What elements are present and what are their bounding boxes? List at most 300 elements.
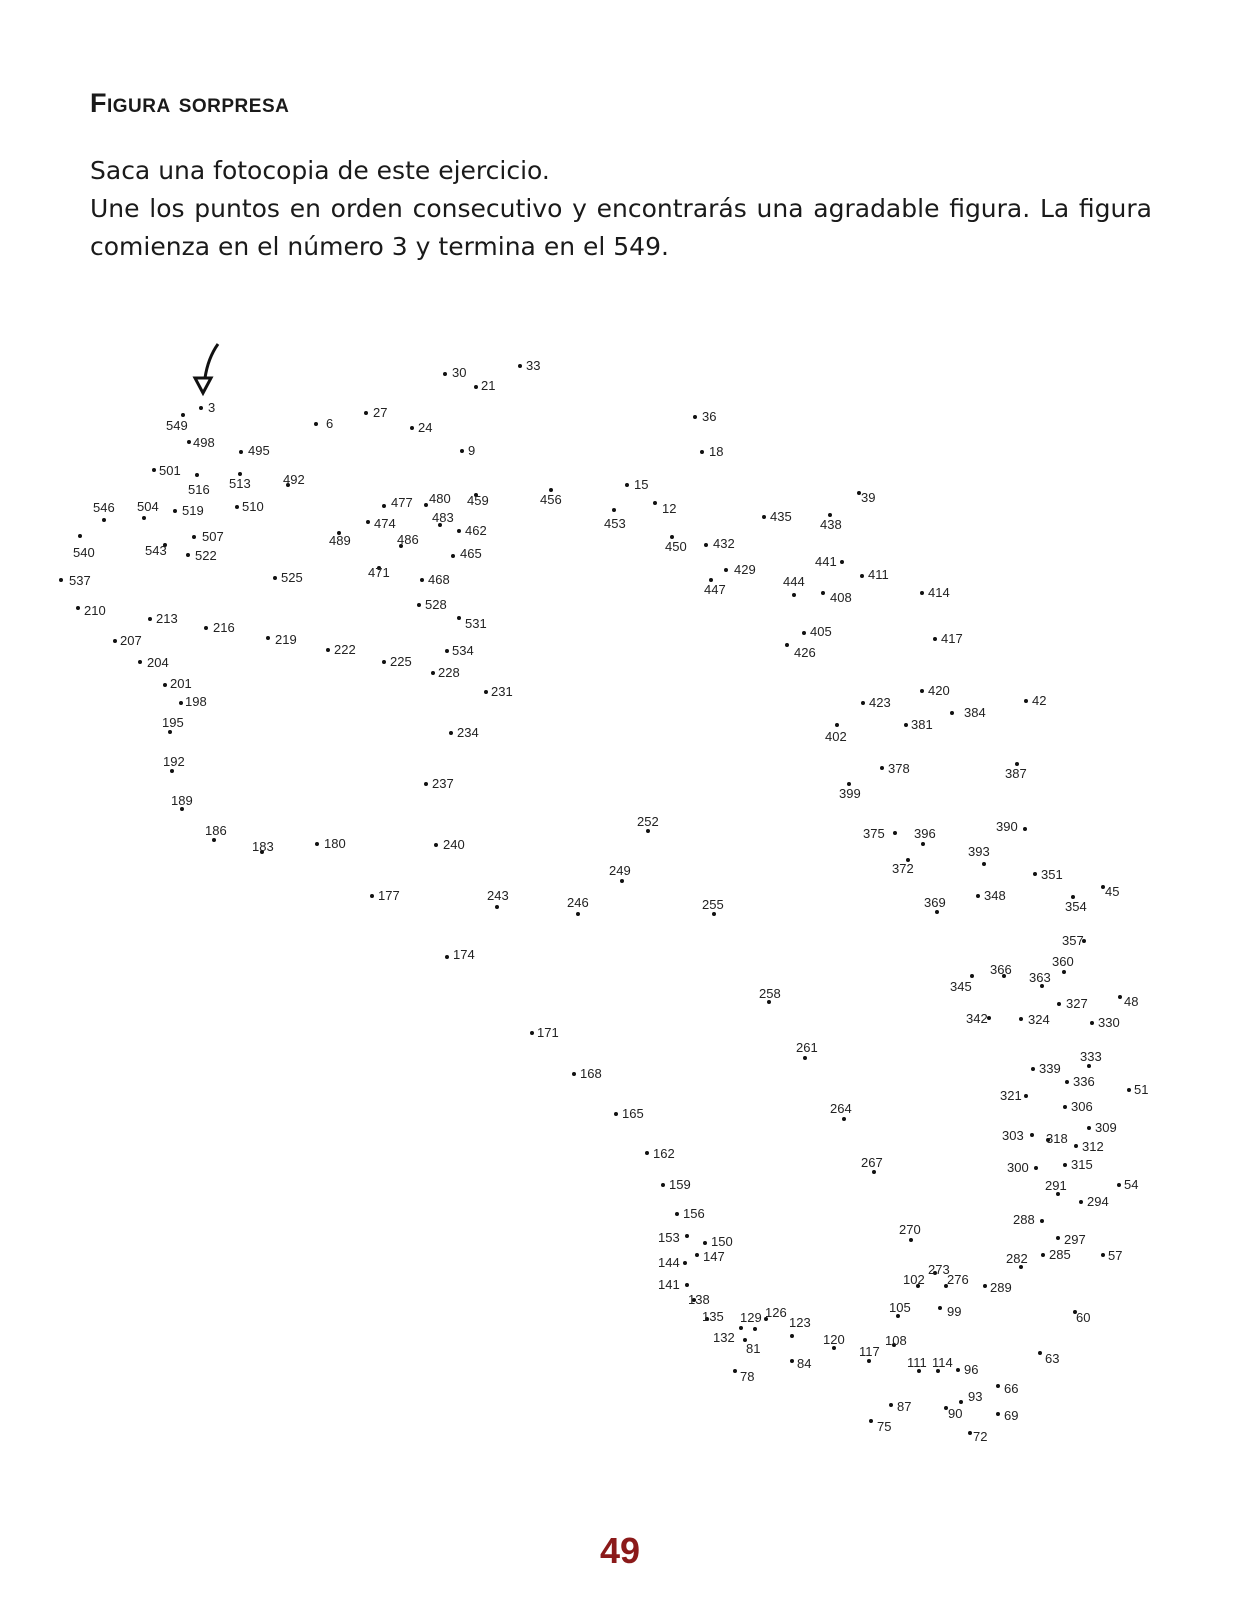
dot-point [712,912,716,916]
dot-point [1024,699,1028,703]
dot-510 [235,499,264,514]
dot-number-label: 162 [653,1146,675,1161]
dot-point [572,1072,576,1076]
dot-534 [445,643,474,658]
dot-point [1038,1351,1042,1355]
dot-number-label: 384 [964,705,986,720]
dot-number-label: 204 [147,655,169,670]
dot-number-label: 432 [713,536,735,551]
dot-point [733,1369,737,1373]
dot-number-label: 282 [1006,1251,1028,1266]
dot-point [420,578,424,582]
dot-point [893,831,897,835]
dot-number-label: 207 [120,633,142,648]
dot-point [445,955,449,959]
dot-189 [171,793,193,811]
dot-number-label: 327 [1066,996,1088,1011]
dot-57 [1101,1248,1122,1263]
dot-point [410,426,414,430]
dot-point [1090,1021,1094,1025]
dot-number-label: 540 [73,545,95,560]
dot-number-label: 387 [1005,766,1027,781]
dot-point [199,406,203,410]
dot-point [382,660,386,664]
dot-195 [162,715,184,734]
dot-number-label: 177 [378,888,400,903]
dot-207 [113,633,142,648]
dot-number-label: 249 [609,863,631,878]
dot-point [1065,1080,1069,1084]
dot-216 [204,620,235,635]
dot-point [835,723,839,727]
dot-171 [530,1025,559,1040]
dot-point [889,1403,893,1407]
dot-435 [762,509,792,524]
dot-point [424,782,428,786]
instruction-line-2: Une los puntos en orden consecutivo y encontrarás una agradable figura. La figura comienza en el número 3 y termina en el 549. [90,194,1152,261]
dot-number-label: 309 [1095,1120,1117,1135]
dot-495 [239,443,270,458]
dot-number-label: 144 [658,1255,680,1270]
dot-number-label: 549 [166,418,188,433]
dot-point [314,422,318,426]
dot-number-label: 289 [990,1280,1012,1295]
dot-201 [163,676,192,691]
dot-354 [1065,895,1087,914]
dot-number-label: 483 [432,510,454,525]
dot-150 [703,1234,733,1249]
dot-number-label: 453 [604,516,626,531]
dot-point [212,838,216,842]
dot-number-label: 336 [1073,1074,1095,1089]
dot-number-label: 465 [460,546,482,561]
dot-33 [518,358,540,373]
dot-number-label: 180 [324,836,346,851]
dot-438 [820,513,842,532]
dot-414 [920,585,950,600]
dot-point [417,603,421,607]
dot-number-label: 396 [914,826,936,841]
dot-point [195,473,199,477]
dot-number-label: 348 [984,888,1006,903]
dot-336 [1065,1074,1095,1089]
dot-point [790,1334,794,1338]
dot-number-label: 231 [491,684,513,699]
dot-number-label: 306 [1071,1099,1093,1114]
dot-282 [1006,1251,1028,1269]
dot-number-label: 141 [658,1277,680,1292]
dot-81 [743,1338,760,1356]
dot-point [1024,1094,1028,1098]
dot-point [173,509,177,513]
dot-point [1030,1133,1034,1137]
dot-549 [166,413,188,433]
dot-number-label: 81 [746,1341,761,1356]
dot-number-label: 117 [859,1344,880,1359]
dot-522 [186,548,217,563]
dot-486 [397,532,419,548]
dot-number-label: 543 [145,543,167,558]
dot-number-label: 423 [869,695,891,710]
dot-number-label: 378 [888,761,910,776]
dot-number-label: 486 [397,532,419,547]
dot-number-label: 375 [863,826,885,841]
dot-number-label: 345 [950,979,972,994]
dot-240 [434,837,465,852]
dot-105 [889,1300,911,1318]
dot-number-label: 264 [830,1101,852,1116]
dot-point [968,1431,972,1435]
dot-number-label: 504 [137,499,159,514]
dot-number-label: 6 [326,416,334,431]
dot-405 [802,624,832,639]
page-number: 49 [599,1530,641,1571]
dot-507 [192,529,224,544]
dot-51 [1127,1082,1148,1097]
dot-point [576,912,580,916]
dot-point [1118,995,1122,999]
dot-point [625,483,629,487]
dot-36 [693,409,716,424]
dot-number-label: 372 [892,861,914,876]
dot-192 [163,754,185,773]
dot-number-label: 402 [825,729,847,744]
dot-number-label: 312 [1082,1139,1104,1154]
dot-number-label: 102 [903,1272,925,1287]
dot-number-label: 477 [391,495,413,510]
dot-number-label: 462 [465,523,487,538]
dot-number-label: 189 [171,793,193,808]
dot-point [1031,1067,1035,1071]
dot-408 [821,590,852,605]
dot-point [181,413,185,417]
dot-number-label: 324 [1028,1012,1050,1027]
dot-point [803,1056,807,1060]
dot-number-label: 147 [703,1249,725,1264]
dot-number-label: 297 [1064,1232,1086,1247]
dot-number-label: 525 [281,570,303,585]
dot-number-label: 474 [374,516,396,531]
dot-153 [658,1230,689,1245]
dot-516 [188,473,210,497]
dot-number-label: 300 [1007,1160,1029,1175]
dot-264 [830,1101,852,1121]
dot-324 [1019,1012,1050,1027]
dot-90 [944,1406,962,1421]
dot-point [950,711,954,715]
dot-276 [944,1272,969,1288]
dot-point [235,505,239,509]
dot-number-label: 21 [481,378,496,393]
dot-75 [869,1419,891,1434]
dot-429 [724,562,756,577]
dot-point [187,440,191,444]
dot-point [366,520,370,524]
dot-number-label: 537 [69,573,91,588]
dot-162 [645,1146,675,1161]
dot-66 [996,1381,1018,1396]
dot-number-label: 57 [1108,1248,1123,1263]
dot-point [1101,1253,1105,1257]
dot-point [1034,1166,1038,1170]
dot-180 [315,836,346,851]
dot-number-label: 330 [1098,1015,1120,1030]
dots-layer [59,358,1148,1444]
dot-21 [474,378,495,393]
dot-point [938,1306,942,1310]
dot-number-label: 252 [637,814,659,829]
dot-point [872,1170,876,1174]
dot-225 [382,654,412,669]
dot-number-label: 258 [759,986,781,1001]
dot-18 [700,444,723,459]
dot-point [273,576,277,580]
dot-point [457,616,461,620]
dot-360 [1052,954,1074,974]
dot-point [370,894,374,898]
dot-number-label: 114 [932,1355,953,1370]
dot-number-label: 276 [947,1272,969,1287]
dot-339 [1031,1061,1061,1076]
dot-point [880,766,884,770]
dot-point [695,1253,699,1257]
dot-point [266,636,270,640]
dot-261 [796,1040,818,1060]
dot-number-label: 153 [658,1230,680,1245]
dot-123 [789,1315,811,1338]
dot-420 [920,683,950,698]
dot-number-label: 321 [1000,1088,1022,1103]
dot-number-label: 93 [968,1389,983,1404]
dot-point [445,649,449,653]
dot-138 [688,1292,710,1307]
dot-number-label: 168 [580,1066,602,1081]
dot-468 [420,572,450,587]
dot-point [192,535,196,539]
dot-point [700,450,704,454]
dot-210 [76,603,106,618]
dot-444 [783,574,805,597]
dot-number-label: 30 [452,365,467,380]
dot-84 [790,1356,811,1371]
dot-number-label: 138 [688,1292,710,1307]
dot-number-label: 48 [1124,994,1139,1009]
dot-321 [1000,1088,1028,1103]
dot-267 [861,1155,883,1174]
dot-number-label: 492 [283,472,305,487]
dot-465 [451,546,482,561]
dot-point [996,1384,1000,1388]
dot-528 [417,597,447,612]
instructions-text [90,152,1152,266]
dot-number-label: 78 [740,1369,755,1384]
dot-point [802,631,806,635]
dot-point [1041,1253,1045,1257]
dot-number-label: 87 [897,1399,912,1414]
dot-177 [370,888,400,903]
dot-45 [1101,884,1119,899]
dot-point [382,504,386,508]
dot-point [179,701,183,705]
dot-number-label: 42 [1032,693,1047,708]
dot-point [653,501,657,505]
dot-number-label: 456 [540,492,562,507]
dot-point [909,1238,913,1242]
dot-number-label: 219 [275,632,297,647]
dot-453 [604,508,626,531]
dot-number-label: 417 [941,631,963,646]
dot-255 [702,897,724,916]
arrow-down-icon [195,378,211,393]
dot-69 [996,1408,1018,1423]
dot-point [163,683,167,687]
dot-point [1087,1064,1091,1068]
dot-108 [885,1333,907,1348]
dot-number-label: 9 [468,443,476,458]
dot-point [78,534,82,538]
dot-number-label: 261 [796,1040,818,1055]
dot-point [614,1112,618,1116]
dot-point [168,730,172,734]
dot-point [326,648,330,652]
dot-point [790,1359,794,1363]
dot-number-label: 195 [162,715,184,730]
dot-point [685,1234,689,1238]
dot-point [933,637,937,641]
dot-93 [959,1389,982,1404]
dot-270 [899,1222,921,1242]
dot-492 [283,472,305,487]
dot-447 [704,578,726,597]
start-marker [195,344,218,393]
dot-24 [410,420,432,435]
dot-number-label: 531 [465,616,487,631]
dot-number-label: 273 [928,1262,950,1277]
dot-number-label: 240 [443,837,465,852]
dot-point [76,606,80,610]
dot-number-label: 495 [248,443,270,458]
dot-point [920,689,924,693]
dot-243 [487,888,509,909]
dot-to-dot-puzzle [0,340,1240,1510]
dot-number-label: 516 [188,482,210,497]
dot-345 [950,974,974,994]
dot-point [620,879,624,883]
dot-147 [695,1249,725,1264]
dot-number-label: 534 [452,643,474,658]
dot-number-label: 198 [185,694,207,709]
dot-number-label: 399 [839,786,861,801]
dot-9 [460,443,475,458]
dot-number-label: 174 [453,947,475,962]
dot-point [703,1241,707,1245]
dot-381 [904,717,933,732]
dot-30 [443,365,466,380]
dot-point [904,723,908,727]
dot-462 [457,523,487,538]
dot-point [612,508,616,512]
dot-number-label: 243 [487,888,509,903]
dot-15 [625,477,648,492]
dot-27 [364,405,387,420]
dot-411 [860,567,889,582]
dot-291 [1045,1178,1067,1196]
dot-number-label: 420 [928,683,950,698]
dot-126 [764,1305,787,1321]
dot-number-label: 222 [334,642,356,657]
dot-point [956,1368,960,1372]
dot-87 [889,1399,911,1414]
dot-48 [1118,994,1138,1009]
dot-426 [785,643,816,660]
dot-number-label: 246 [567,895,589,910]
dot-number-label: 39 [861,490,876,505]
dot-114 [932,1355,953,1373]
dot-369 [924,895,946,914]
dot-number-label: 63 [1045,1351,1060,1366]
dot-480 [424,491,451,507]
dot-point [935,910,939,914]
dot-378 [880,761,910,776]
dot-456 [540,488,562,507]
dot-number-label: 342 [966,1011,988,1026]
dot-297 [1056,1232,1086,1247]
dot-390 [996,819,1027,834]
dot-537 [59,573,91,588]
dot-number-label: 354 [1065,899,1087,914]
dot-number-label: 234 [457,725,479,740]
dot-513 [229,472,251,491]
dot-number-label: 489 [329,533,351,548]
dot-number-label: 213 [156,611,178,626]
dot-point [59,578,63,582]
dot-number-label: 99 [947,1304,962,1319]
dot-number-label: 315 [1071,1157,1093,1172]
dot-number-label: 255 [702,897,724,912]
dot-number-label: 390 [996,819,1018,834]
dot-318 [1046,1131,1068,1146]
dot-351 [1033,867,1063,882]
dot-point [152,468,156,472]
dot-213 [148,611,178,626]
dot-point [443,372,447,376]
dot-number-label: 285 [1049,1247,1071,1262]
dot-399 [839,782,861,801]
dot-point [1062,970,1066,974]
dot-point [970,974,974,978]
dot-point [921,842,925,846]
dot-363 [1029,970,1051,988]
dot-point [239,450,243,454]
dot-point [138,660,142,664]
start-pencil-stroke [205,344,218,378]
dot-228 [431,665,460,680]
dot-198 [179,694,207,709]
dot-483 [432,510,454,527]
dot-number-label: 444 [783,574,805,589]
dot-number-label: 519 [182,503,204,518]
dot-point [792,593,796,597]
dot-number-label: 165 [622,1106,644,1121]
dot-number-label: 468 [428,572,450,587]
dot-231 [484,684,513,699]
dot-number-label: 192 [163,754,185,769]
dot-285 [1041,1247,1071,1262]
dot-303 [1002,1128,1034,1143]
dot-point [959,1400,963,1404]
dot-point [920,591,924,595]
dot-number-label: 159 [669,1177,691,1192]
